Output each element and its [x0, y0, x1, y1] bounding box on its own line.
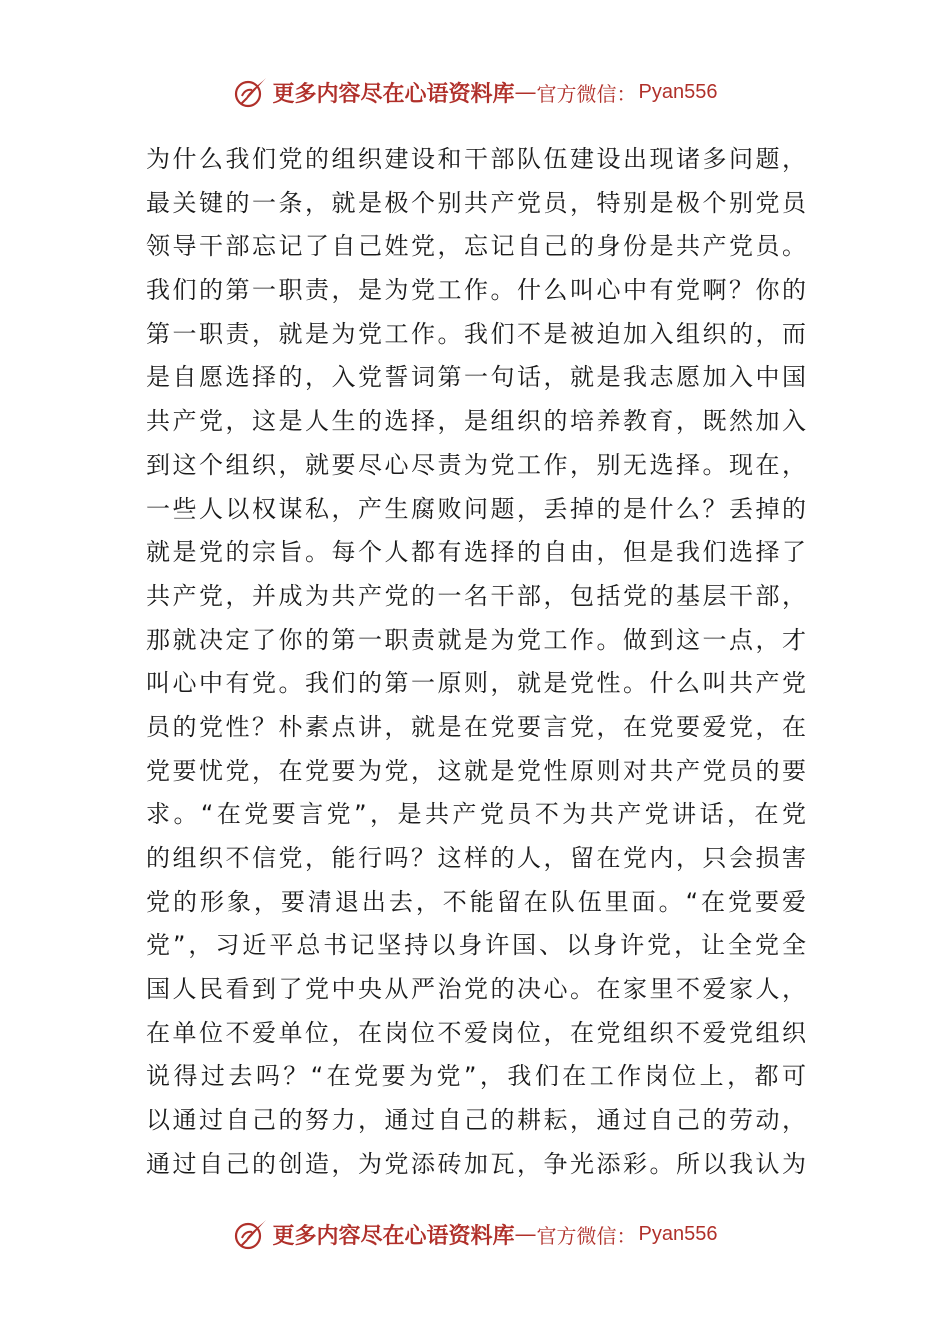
body-line: 第一职责，就是为党工作。我们不是被迫加入组织的，而 — [146, 319, 806, 348]
footer-separator: — — [514, 1221, 537, 1247]
header-watermark-banner — [0, 72, 950, 112]
body-line: 的组织不信党，能行吗？这样的人，留在党内，只会损害 — [146, 844, 806, 872]
body-line: 叫心中有党。我们的第一原则，就是党性。什么叫共产党 — [146, 669, 806, 698]
body-line: 党的形象，要清退出去，不能留在队伍里面。“在党要爱 — [146, 887, 806, 916]
body-line: 共产党，并成为共产党的一名干部，包括党的基层干部， — [146, 581, 806, 610]
footer-wechat-id: Pyan556 — [638, 1222, 718, 1245]
footer-watermark-banner — [0, 1214, 950, 1254]
footer-brand-text: 更多内容尽在心语资料库 — [272, 1222, 515, 1249]
document-body — [146, 138, 806, 1187]
header-wechat-id: Pyan556 — [638, 80, 718, 103]
body-line: 是自愿选择的，入党誓词第一句话，就是我志愿加入中国 — [146, 363, 806, 392]
body-line: 那就决定了你的第一职责就是为党工作。做到这一点，才 — [146, 625, 806, 654]
body-line: 国人民看到了党中央从严治党的决心。在家里不爱家人， — [146, 975, 806, 1004]
header-separator: — — [514, 79, 537, 105]
body-line: 到这个组织，就要尽心尽责为党工作，别无选择。现在， — [146, 450, 806, 479]
body-line: 说得过去吗？“在党要为党”，我们在工作岗位上，都可 — [146, 1062, 806, 1091]
header-brand-text: 更多内容尽在心语资料库 — [272, 80, 515, 107]
body-line: 一些人以权谋私，产生腐败问题，丢掉的是什么？丢掉的 — [146, 494, 806, 523]
body-line: 求。“在党要言党”，是共产党员不为共产党讲话，在党 — [146, 800, 806, 829]
quill-pen-seal-icon — [233, 1216, 269, 1252]
body-line: 党”，习近平总书记坚持以身许国、以身许党，让全党全 — [146, 931, 806, 960]
body-line: 党要忧党，在党要为党，这就是党性原则对共产党员的要 — [146, 756, 806, 785]
body-line: 我们的第一职责，是为党工作。什么叫心中有党啊？你的 — [146, 276, 806, 305]
body-line: 为什么我们党的组织建设和干部队伍建设出现诸多问题， — [146, 145, 806, 173]
body-line: 共产党，这是人生的选择，是组织的培养教育，既然加入 — [146, 407, 806, 436]
body-line: 通过自己的创造，为党添砖加瓦，争光添彩。所以我认为 — [146, 1149, 806, 1178]
body-line: 就是党的宗旨。每个人都有选择的自由，但是我们选择了 — [146, 538, 806, 567]
body-line: 在单位不爱单位，在岗位不爱岗位，在党组织不爱党组织 — [146, 1018, 806, 1047]
header-wechat-label: 官方微信： — [536, 81, 637, 106]
quill-pen-seal-icon — [233, 74, 269, 110]
body-line: 员的党性？朴素点讲，就是在党要言党，在党要爱党，在 — [146, 712, 806, 741]
footer-wechat-label: 官方微信： — [536, 1223, 637, 1248]
body-line: 最关键的一条，就是极个别共产党员，特别是极个别党员 — [146, 188, 806, 217]
body-line: 领导干部忘记了自己姓党，忘记自己的身份是共产党员。 — [146, 232, 806, 261]
body-line: 以通过自己的努力，通过自己的耕耘，通过自己的劳动， — [146, 1106, 806, 1135]
